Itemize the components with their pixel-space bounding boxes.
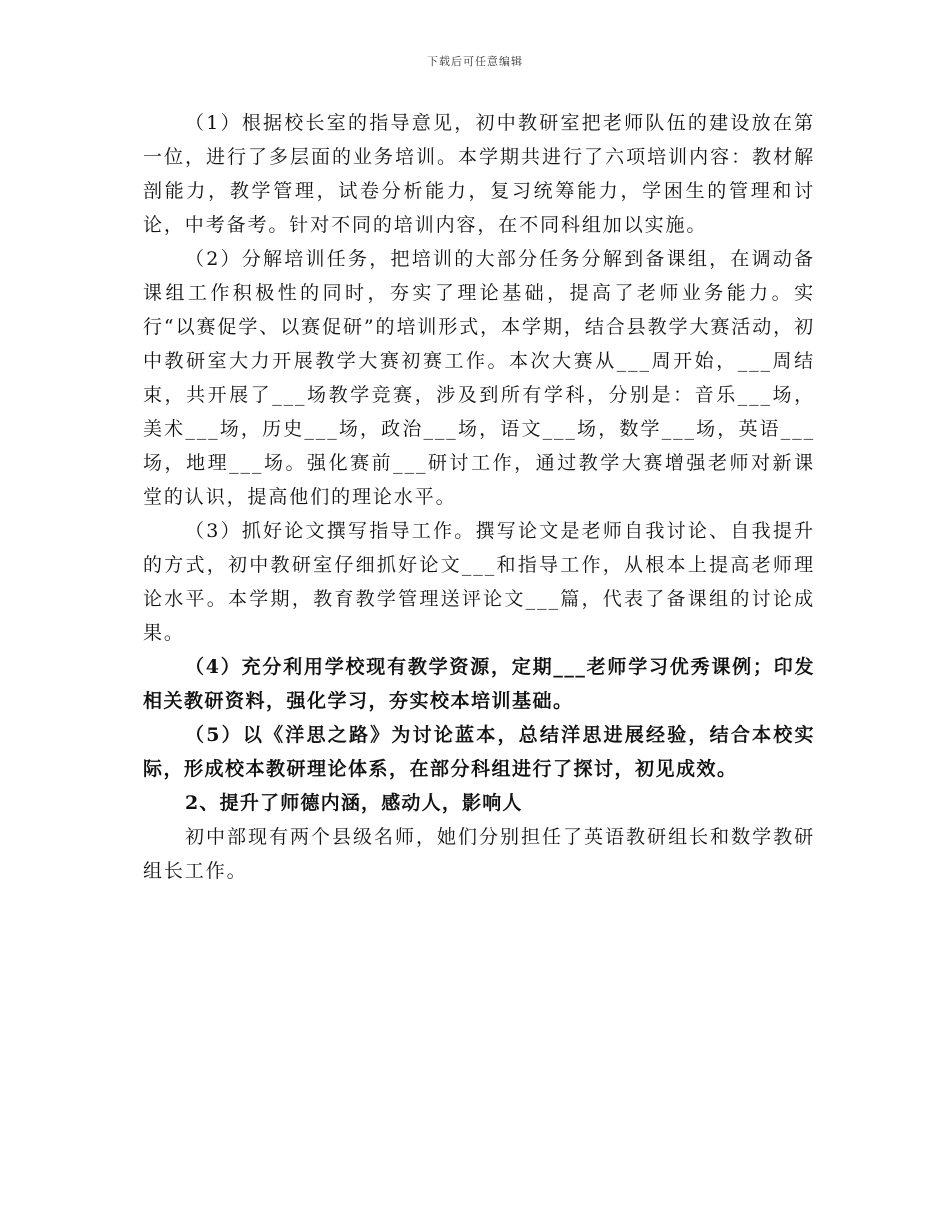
paragraph-training-1: （1）根据校长室的指导意见，初中教研室把老师队伍的建设放在第一位，进行了多层面的业务培训。本学期共进行了六项培训内容：教材解剖能力，教学管理，试卷分析能力，复习统筹能力，学困生的管理和讨论，中考备考。针对不同的培训内容，在不同科组加以实施。 (143, 112, 815, 236)
paragraph-training-2: （2）分解培训任务，把培训的大部分任务分解到备课组，在调动备课组工作积极性的同时，夯实了理论基础，提高了老师业务能力。实行“以赛促学、以赛促研”的培训形式，本学期，结合县教学大赛活动，初中教研室大力开展教学大赛初赛工作。本次大赛从___周开始，___周结束，共开展了___场教学竞赛，涉及到所有学科，分别是：音乐___场，美术___场，历史___场，政治___场，语文___场，数学___场，英语___场，地理___场。强化赛前___研讨工作，通过教学大赛增强老师对新课堂的认识，提高他们的理论水平。 (143, 248, 815, 508)
paragraph-training-3: （3）抓好论文撰写指导工作。撰写论文是老师自我讨论、自我提升的方式，初中教研室仔细抓好论文___和指导工作，从根本上提高老师理论水平。本学期，教育教学管理送评论文___篇，代表了备课组的讨论成果。 (143, 520, 815, 644)
page-header-note: 下载后可任意编辑 (427, 55, 523, 68)
paragraph-training-4: （4）充分利用学校现有教学资源，定期___老师学习优秀课例；印发相关教研资料，强化学习，夯实校本培训基础。 (143, 656, 815, 712)
document-body (143, 106, 815, 888)
section-heading: 2、提升了师德内涵，感动人，影响人 (185, 792, 523, 814)
paragraph-training-5: （5）以《洋思之路》为讨论蓝本，总结洋思进展经验，结合本校实际，形成校本教研理论体系，在部分科组进行了探讨，初见成效。 (143, 724, 815, 780)
paragraph-famous-teachers: 初中部现有两个县级名师，她们分别担任了英语教研组长和数学教研组长工作。 (143, 826, 815, 882)
